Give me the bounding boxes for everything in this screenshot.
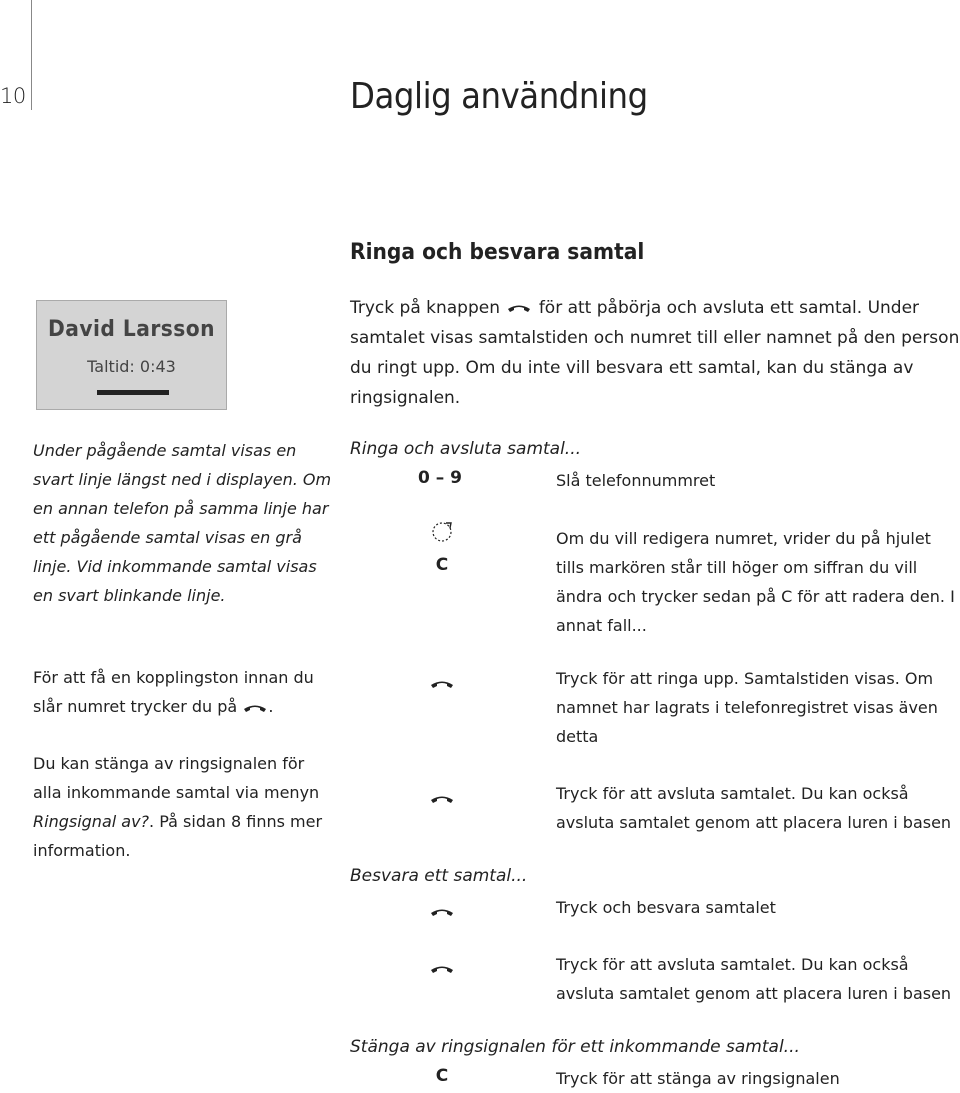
- key-c: C: [435, 555, 449, 575]
- phone-handset-icon: [428, 675, 456, 694]
- section-title: Ringa och besvara samtal: [350, 240, 645, 265]
- subheading-mute: Stänga av ringsignalen för ett inkommande samtal...: [350, 1037, 800, 1057]
- phone-handset-icon: [428, 790, 456, 809]
- chapter-title: Daglig användning: [350, 76, 648, 117]
- step-end-call: Tryck för att avsluta samtalet. Du kan också avsluta samtalet genom att placera luren i basen: [556, 784, 952, 832]
- note-ring-off-text: Du kan stänga av ringsignalen för alla inkommande samtal via menyn: [33, 754, 320, 802]
- key-c: C: [435, 1066, 449, 1086]
- phone-handset-icon: [428, 903, 456, 922]
- note-dial-tone: [33, 663, 333, 721]
- note-display-lines: Under pågående samtal visas en svart linje längst ned i displayen. Om en annan telefon på samma linje har ett pågående samtal visas en grå linje. Vid inkommande samtal visas en svart blinkande linje.: [33, 441, 332, 605]
- wheel-icon: [430, 520, 454, 544]
- key-digits: 0 – 9: [418, 468, 462, 488]
- display-caller-name: David Larsson: [47, 317, 216, 342]
- intro-paragraph: [350, 293, 960, 413]
- note-dial-tone-text: För att få en kopplingston innan du slår numret trycker du på: [33, 668, 314, 716]
- subheading-call: Ringa och avsluta samtal...: [350, 439, 582, 459]
- phone-handset-icon: [505, 302, 533, 314]
- display-call-indicator-line: [97, 390, 169, 395]
- intro-text-start: Tryck på knappen: [350, 298, 500, 318]
- step-mute: Tryck för att stänga av ringsignalen: [556, 1069, 840, 1088]
- step-dial: Slå telefonnummret: [556, 471, 716, 490]
- step-answer: Tryck och besvara samtalet: [556, 898, 776, 917]
- phone-display: [36, 300, 227, 410]
- step-call: Tryck för att ringa upp. Samtalstiden visas. Om namnet har lagrats i telefonregistret visas även detta: [556, 669, 938, 746]
- note-ring-off-end: . På sidan 8 finns mer information.: [33, 812, 323, 860]
- note-ring-off: [33, 749, 333, 865]
- phone-handset-icon: [428, 960, 456, 979]
- display-call-time: Taltid: 0:43: [87, 357, 176, 376]
- subheading-answer: Besvara ett samtal...: [350, 866, 528, 886]
- header-divider: [31, 0, 32, 110]
- step-end-answered: Tryck för att avsluta samtalet. Du kan också avsluta samtalet genom att placera luren i basen: [556, 955, 952, 1003]
- step-edit: Om du vill redigera numret, vrider du på hjulet tills markören står till höger om siffran du vill ändra och trycker sedan på C för att radera den. I annat fall...: [556, 529, 955, 635]
- phone-handset-icon: [242, 702, 268, 714]
- page-number: 10: [0, 84, 26, 108]
- intro-text-end: för att påbörja och avsluta ett samtal. Under samtalet visas samtalstiden och numret till eller namnet på den person du ringt upp. Om du inte vill besvara ett samtal, kan du stänga av ringsignalen.: [350, 298, 960, 408]
- menu-name-ringsignal: Ringsignal av?: [33, 812, 150, 831]
- note-dial-tone-end: .: [268, 697, 274, 716]
